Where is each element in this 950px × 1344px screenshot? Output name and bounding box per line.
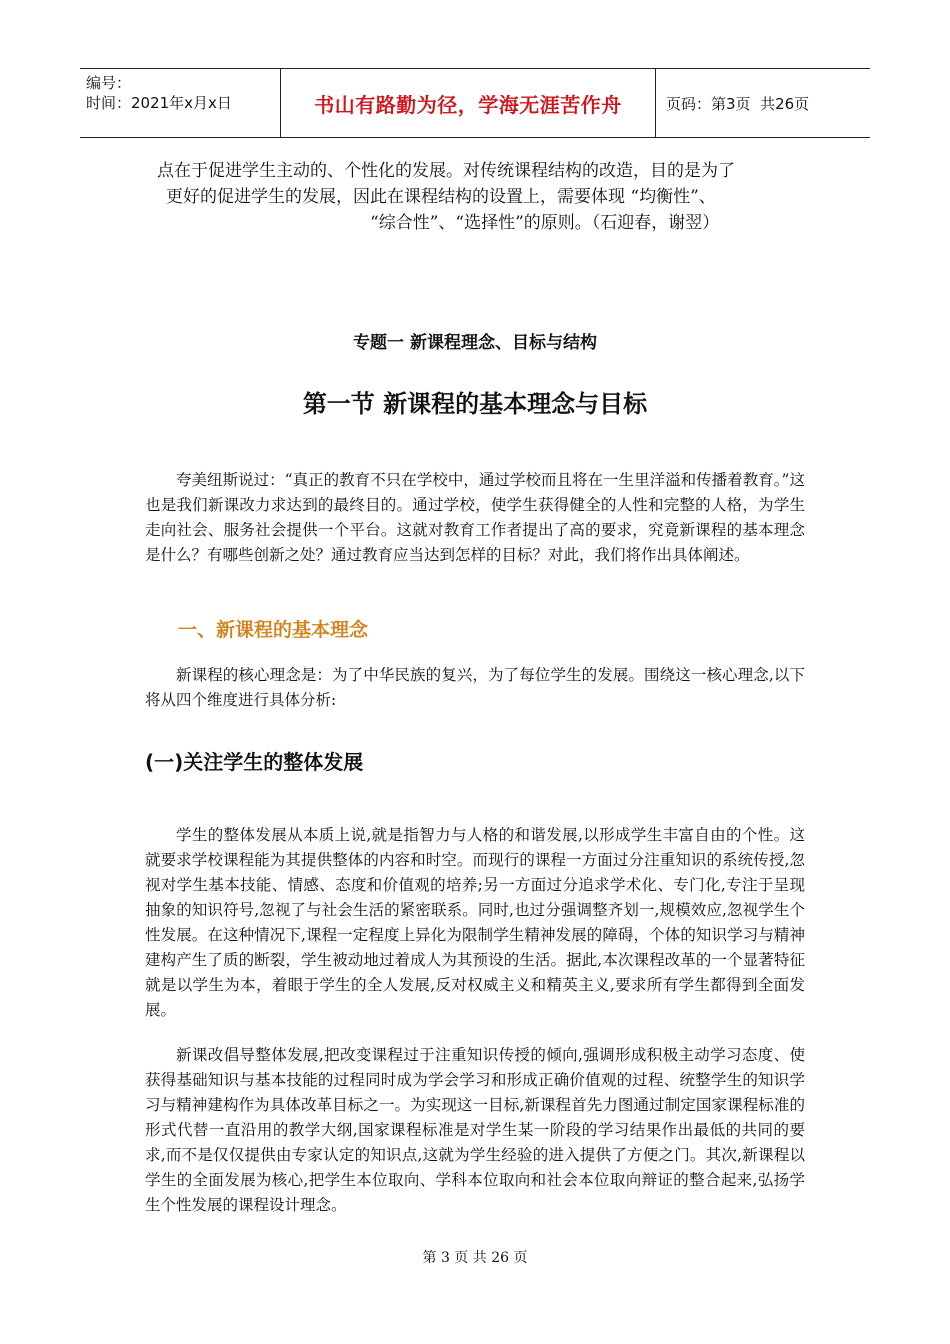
header-motto-cell xyxy=(280,69,656,137)
header-page-cell xyxy=(656,69,870,137)
heading-basic-concepts: 一、新课程的基本理念 xyxy=(178,619,369,641)
number-label: 编号： xyxy=(86,74,132,92)
page-header xyxy=(80,68,870,138)
page-footer: 第 3 页 共 26 页 xyxy=(422,1250,528,1266)
continuation-line: 更好的促进学生的发展，因此在课程结构的设置上，需要体现 “均衡性”、 xyxy=(166,187,716,207)
paragraph-holistic: 学生的整体发展从本质上说,就是指智力与人格的和谐发展,以形成学生丰富自由的个性。这就要求学校课程能为其提供整体的内容和时空。而现行的课程一方面过分注重知识的系统传授,忽视对学生基本技能、情感、态度和价值观的培养;另一方面过分追求学术化、专门化,专注于呈现抽象的知识符号,忽视了与社会生活的紧密联系。同时,也过分强调整齐划一,规模效应,忽视学生个性发展。在这种情况下,课程一定程度上异化为限制学生精神发展的障碍，个体的知识学习与精神建构产生了质的断裂，学生被动地过着成人为其预设的生活。据此,本次课程改革的一个显著特征就是以学生为本，着眼于学生的全人发展,反对权威主义和精英主义,要求所有学生都得到全面发展。 xyxy=(145,826,805,1019)
continuation-line: “综合性”、“选择性”的原则。（石迎春，谢翌） xyxy=(370,213,720,233)
section-title: 第一节 新课程的基本理念与目标 xyxy=(302,390,648,418)
motto: 书山有路勤为径，学海无涯苦作舟 xyxy=(314,92,622,117)
page-label: 页码：第3页 共26页 xyxy=(666,94,810,113)
heading-holistic-development: (一)关注学生的整体发展 xyxy=(145,750,364,774)
intro-paragraph: 夸美纽斯说过：“真正的教育不只在学校中，通过学校而且将在一生里洋溢和传播着教育。”这也是我们新课改力求达到的最终目的。通过学校，使学生获得健全的人性和完整的人格，为学生走向社会、服务社会提供一个平台。这就对教育工作者提出了高的要求，究竟新课程的基本理念是什么？有哪些创新之处？通过教育应当达到怎样的目标？对此，我们将作出具体阐述。 xyxy=(145,471,805,564)
topic-title: 专题一 新课程理念、目标与结构 xyxy=(353,333,597,353)
paragraph-reform: 新课改倡导整体发展,把改变课程过于注重知识传授的倾向,强调形成积极主动学习态度、使获得基础知识与基本技能的过程同时成为学会学习和形成正确价值观的过程、统整学生的知识学习与精神建构作为具体改革目标之一。为实现这一目标,新课程首先力图通过制定国家课程标准的形式代替一直沿用的教学大纲,国家课程标准是对学生某一阶段的学习结果作出最低的共同的要求,而不是仅仅提供由专家认定的知识点,这就为学生经验的进入提供了方便之门。其次,新课程以学生的全面发展为核心,把学生本位取向、学科本位取向和社会本位取向辩证的整合起来,弘扬学生个性发展的课程设计理念。 xyxy=(145,1046,805,1214)
core-paragraph: 新课程的核心理念是：为了中华民族的复兴，为了每位学生的发展。围绕这一核心理念,以下将从四个维度进行具体分析: xyxy=(145,666,805,709)
time-label: 时间：2021年x月x日 xyxy=(86,94,232,112)
continuation-line: 点在于促进学生主动的、个性化的发展。对传统课程结构的改造，目的是为了 xyxy=(157,161,735,181)
header-meta xyxy=(80,69,280,137)
